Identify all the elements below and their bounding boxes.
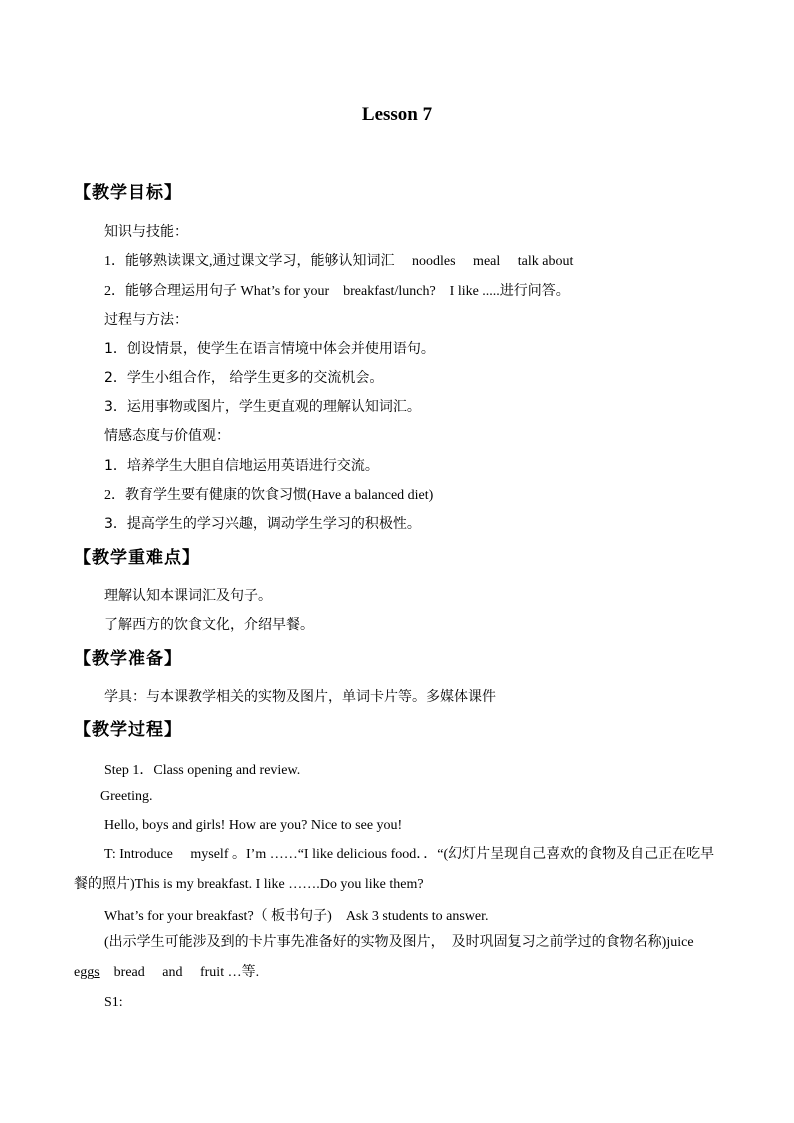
- key-point-1: 理解认知本课词汇及句子。: [104, 588, 272, 604]
- process-item-1: 1．创设情景，使学生在语言情境中体会并使用语句。: [104, 341, 435, 357]
- heading-key-points: 【教学重难点】: [74, 548, 200, 568]
- hello-line: Hello, boys and girls! How are you? Nice to see you!: [104, 818, 403, 833]
- heading-objectives: 【教学目标】: [74, 183, 182, 203]
- s1-line: S1:: [104, 995, 123, 1010]
- attitude-item-3: 3．提高学生的学习兴趣，调动学生学习的积极性。: [104, 516, 421, 532]
- key-point-2: 了解西方的饮食文化，介绍早餐。: [104, 617, 314, 633]
- process-item-2: 2．学生小组合作， 给学生更多的交流机会。: [104, 370, 384, 386]
- heading-preparation: 【教学准备】: [74, 649, 182, 669]
- ask-line: What’s for your breakfast?（ 板书句子) Ask 3 students to answer.: [104, 909, 489, 924]
- attitude-label: 情感态度与价值观：: [104, 428, 230, 444]
- knowledge-item-2: 2．能够合理运用句子 What’s for your breakfast/lunch? I like .....进行问答。: [104, 284, 570, 299]
- underlined-s: s: [94, 965, 100, 980]
- attitude-item-2: 2．教育学生要有健康的饮食习惯(Have a balanced diet): [104, 488, 434, 503]
- process-item-3: 3．运用事物或图片，学生更直观的理解认知词汇。: [104, 399, 421, 415]
- page-title: Lesson 7: [361, 104, 433, 125]
- step-1: Step 1．Class opening and review.: [104, 763, 301, 778]
- teacher-intro: T: Introduce myself 。I’m ……“I like delicious food．．“(幻灯片呈现自己喜欢的食物及自己正在吃早餐的照片)This is my breakfast. I like …….Do you like them?: [74, 847, 715, 892]
- greeting: Greeting.: [100, 789, 153, 804]
- heading-process: 【教学过程】: [74, 720, 182, 740]
- attitude-item-1: 1．培养学生大胆自信地运用英语进行交流。: [104, 458, 379, 474]
- process-label: 过程与方法：: [104, 312, 188, 328]
- preparation-item-1: 学具：与本课教学相关的实物及图片，单词卡片等。多媒体课件: [104, 689, 496, 705]
- show-cards: [74, 928, 724, 988]
- show-cards-tail: bread and fruit …等.: [99, 965, 260, 980]
- show-cards-text: (出示学生可能涉及到的卡片事先准备好的实物及图片， 及时巩固复习之前学过的食物名称)juice egg: [74, 935, 712, 980]
- knowledge-label: 知识与技能：: [104, 224, 188, 240]
- knowledge-item-1: 1．能够熟读课文,通过课文学习，能够认知词汇 noodles meal talk about: [104, 254, 574, 269]
